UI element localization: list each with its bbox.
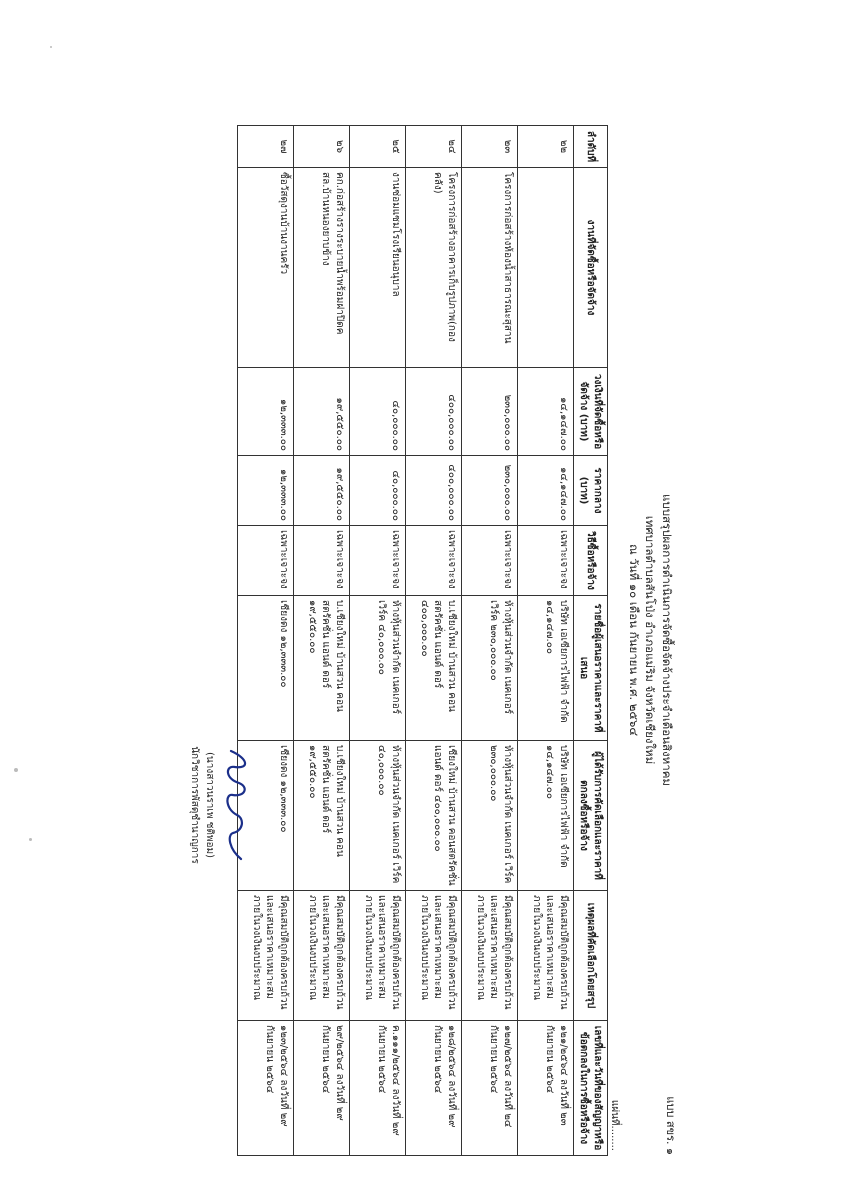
- signer-name: (นางสาวนราเพ ชติพอม): [204, 752, 215, 858]
- item-cell: [518, 168, 574, 368]
- procurement-table: [237, 125, 608, 1156]
- reason-cell: มีคุณสมบัติถูกต้องครบถ้วน และเสนอราคาเหมาะสม ภายในวงเงินงบประมาณ: [294, 891, 350, 1021]
- scan-speck: [50, 46, 52, 48]
- median-price-cell: ๔๐,๐๐๐.๐๐: [350, 456, 406, 526]
- table-row: [462, 126, 518, 1156]
- scan-speck: [29, 838, 32, 841]
- item-cell: ซื้อวัสดุงานบ้านงานครัว: [238, 168, 294, 368]
- winner-cell: ห้างหุ้นส่วนจำกัด เนคเกอร์ เวิร์ค ๔๐,๐๐๐.๐๐: [350, 741, 406, 891]
- report-date: ณ วันที่ ๑๐ เดือน กันยายน พ.ศ. ๒๕๖๔: [627, 543, 641, 737]
- column-header: รายชื่อผู้เสนอราคาและราคาที่เสนอ: [574, 596, 608, 741]
- method-cell: เฉพาะเจาะจง: [294, 526, 350, 596]
- column-header: ผู้ได้รับการคัดเลือกและราคาที่ตกลงซื้อหรือจ้าง: [574, 741, 608, 891]
- contract-cell: ๒๙/๒๕๖๔ ลงวันที่ ๒๙ กันยายน ๒๕๖๔: [294, 1021, 350, 1156]
- median-price-cell: ๔๐๐,๐๐๐.๐๐: [406, 456, 462, 526]
- budget-cell: ๑๙,๕๕๐.๐๐: [294, 368, 350, 456]
- column-header: วิธีซื้อหรือจ้าง: [574, 526, 608, 596]
- table-row: [350, 126, 406, 1156]
- column-header: เหตุผลที่คัดเลือกโดยสรุป: [574, 891, 608, 1021]
- signer-position: นักวิชาการพัสดุชำนาญการ: [189, 746, 200, 864]
- row-number: ๒๒: [518, 126, 574, 168]
- report-title: แบบสรุปผลการดำเนินการจัดซื้อจัดจ้างประจำเดือนสิงหาคม: [660, 494, 674, 786]
- row-number: ๒๕: [350, 126, 406, 168]
- row-number: ๒๔: [406, 126, 462, 168]
- median-price-cell: ๑๔,๑๔๗.๐๐: [518, 456, 574, 526]
- bidders-cell: บ.เชียงใหม่ บ้านสวน คอนสตรัคชั่น แอนด์ ดอร์ ๔๐๐,๐๐๐.๐๐: [406, 596, 462, 741]
- table-row: [518, 126, 574, 1156]
- table-header-row: [574, 126, 608, 1156]
- column-header: ลำดับที่: [574, 126, 608, 168]
- row-number: ๒๓: [462, 126, 518, 168]
- handwritten-signature: [219, 745, 255, 865]
- budget-cell: ๔๐,๐๐๐.๐๐: [350, 368, 406, 456]
- contract-cell: ค.๑๑๑/๒๕๖๔ ลงวันที่ ๒๙ กันยายน ๒๕๖๔: [350, 1021, 406, 1156]
- budget-cell: ๒๓๐,๐๐๐.๐๐: [462, 368, 518, 456]
- column-header: วงเงินที่จัดซื้อหรือจัดจ้าง (บาท): [574, 368, 608, 456]
- contract-cell: ๑๒๘/๒๕๖๔ ลงวันที่ ๒๙ กันยายน ๒๕๖๔: [406, 1021, 462, 1156]
- column-header: เลขที่และวันที่ของสัญญาหรือข้อตกลงในการซื้อหรือจ้าง: [574, 1021, 608, 1156]
- bidders-cell: เชียงดง ๑๒,๓๓๓.๐๐: [238, 596, 294, 741]
- bidders-cell: ห้างหุ้นส่วนจำกัด เนคเกอร์ เวิร์ค ๔๐,๐๐๐.๐๐: [350, 596, 406, 741]
- reason-cell: มีคุณสมบัติถูกต้องครบถ้วน และเสนอราคาเหมาะสม ภายในวงเงินงบประมาณ: [462, 891, 518, 1021]
- table-row: [238, 126, 294, 1156]
- median-price-cell: ๒๓๐,๐๐๐.๐๐: [462, 456, 518, 526]
- method-cell: เฉพาะเจาะจง: [350, 526, 406, 596]
- document-header: [609, 125, 677, 1155]
- budget-cell: ๑๔,๑๔๗.๐๐: [518, 368, 574, 456]
- median-price-cell: ๑๒,๓๓๓.๐๐: [238, 456, 294, 526]
- winner-cell: เชียงดง ๑๒,๓๓๓.๐๐: [238, 741, 294, 891]
- organization-line: เทศบาลตำบลสันโป่ง อำเภอแม่ริม จังหวัดเชียงใหม่: [643, 515, 657, 765]
- method-cell: เฉพาะเจาะจง: [406, 526, 462, 596]
- median-price-cell: ๑๙,๕๕๐.๐๐: [294, 456, 350, 526]
- reason-cell: มีคุณสมบัติถูกต้องครบถ้วน และเสนอราคาเหมาะสม ภายในวงเงินงบประมาณ: [406, 891, 462, 1021]
- column-header: งานที่จัดซื้อหรือจัดจ้าง: [574, 168, 608, 368]
- contract-cell: ๑๒๓/๒๕๖๔ ลงวันที่ ๒๙ กันยายน ๒๕๖๔: [238, 1021, 294, 1156]
- reason-cell: มีคุณสมบัติถูกต้องครบถ้วน และเสนอราคาเหมาะสม ภายในวงเงินงบประมาณ: [238, 891, 294, 1021]
- winner-cell: บริษัท เอเซียการไฟฟ้า จำกัด ๑๔,๑๔๗.๐๐: [518, 741, 574, 891]
- method-cell: เฉพาะเจาะจง: [518, 526, 574, 596]
- table-row: [406, 126, 462, 1156]
- method-cell: เฉพาะเจาะจง: [462, 526, 518, 596]
- item-cell: คก.ก่อสร้างรางระบายน้ำพร้อมฝาปิดคสล.บ้านหนองยาบข้าง: [294, 168, 350, 368]
- item-cell: โครงการก่อสร้างห้องน้ำสาธารณะสุสาน: [462, 168, 518, 368]
- bidders-cell: บริษัท เอเซียการไฟฟ้า จำกัด ๑๔,๑๔๗.๐๐: [518, 596, 574, 741]
- page-label: แผ่นที่........: [609, 1099, 620, 1151]
- budget-cell: ๑๒,๓๓๓.๐๐: [238, 368, 294, 456]
- winner-cell: ห้างหุ้นส่วนจำกัด เนคเกอร์ เวิร์ค ๒๓๐,๐๐๐.๐๐: [462, 741, 518, 891]
- signature-block: [187, 685, 255, 925]
- row-number: ๒๖: [294, 126, 350, 168]
- scan-speck: [14, 768, 18, 772]
- winner-cell: บ.เชียงใหม่ บ้านสวน คอนสตรัคชั่น แอนด์ ดอร์ ๑๙,๕๕๐.๐๐: [294, 741, 350, 891]
- item-cell: งานซ่อมแซมโรงเรียนอนุบาล: [350, 168, 406, 368]
- bidders-cell: บ.เชียงใหม่ บ้านสวน คอนสตรัคชั่น แอนด์ ดอร์ ๑๙,๕๕๐.๐๐: [294, 596, 350, 741]
- budget-cell: ๔๐๐,๐๐๐.๐๐: [406, 368, 462, 456]
- row-number: ๒๗: [238, 126, 294, 168]
- contract-cell: ๑๒๗/๒๕๖๔ ลงวันที่ ๒๔ กันยายน ๒๕๖๔: [462, 1021, 518, 1156]
- bidders-cell: ห้างหุ้นส่วนจำกัด เนคเกอร์ เวิร์ค ๒๓๐,๐๐๐.๐๐: [462, 596, 518, 741]
- reason-cell: มีคุณสมบัติถูกต้องครบถ้วน และเสนอราคาเหมาะสม ภายในวงเงินงบประมาณ: [518, 891, 574, 1021]
- winner-cell: เชียงใหม่ บ้านสวน คอนสตรัคชั่น แอนด์ ดอร์ ๔๐๐,๐๐๐.๐๐: [406, 741, 462, 891]
- rotated-document: [189, 125, 677, 1155]
- reason-cell: มีคุณสมบัติถูกต้องครบถ้วน และเสนอราคาเหมาะสม ภายในวงเงินงบประมาณ: [350, 891, 406, 1021]
- form-code: แบบ สขร. ๑: [664, 1096, 677, 1155]
- column-header: ราคากลาง (บาท): [574, 456, 608, 526]
- contract-cell: ๑๒๑/๒๕๖๔ ลงวันที่ ๒๓ กันยายน ๒๕๖๔: [518, 1021, 574, 1156]
- item-cell: โครงการก่อสร้างอาคารเก็บรูปภาพ(กองคลัง): [406, 168, 462, 368]
- method-cell: เฉพาะเจาะจง: [238, 526, 294, 596]
- table-row: [294, 126, 350, 1156]
